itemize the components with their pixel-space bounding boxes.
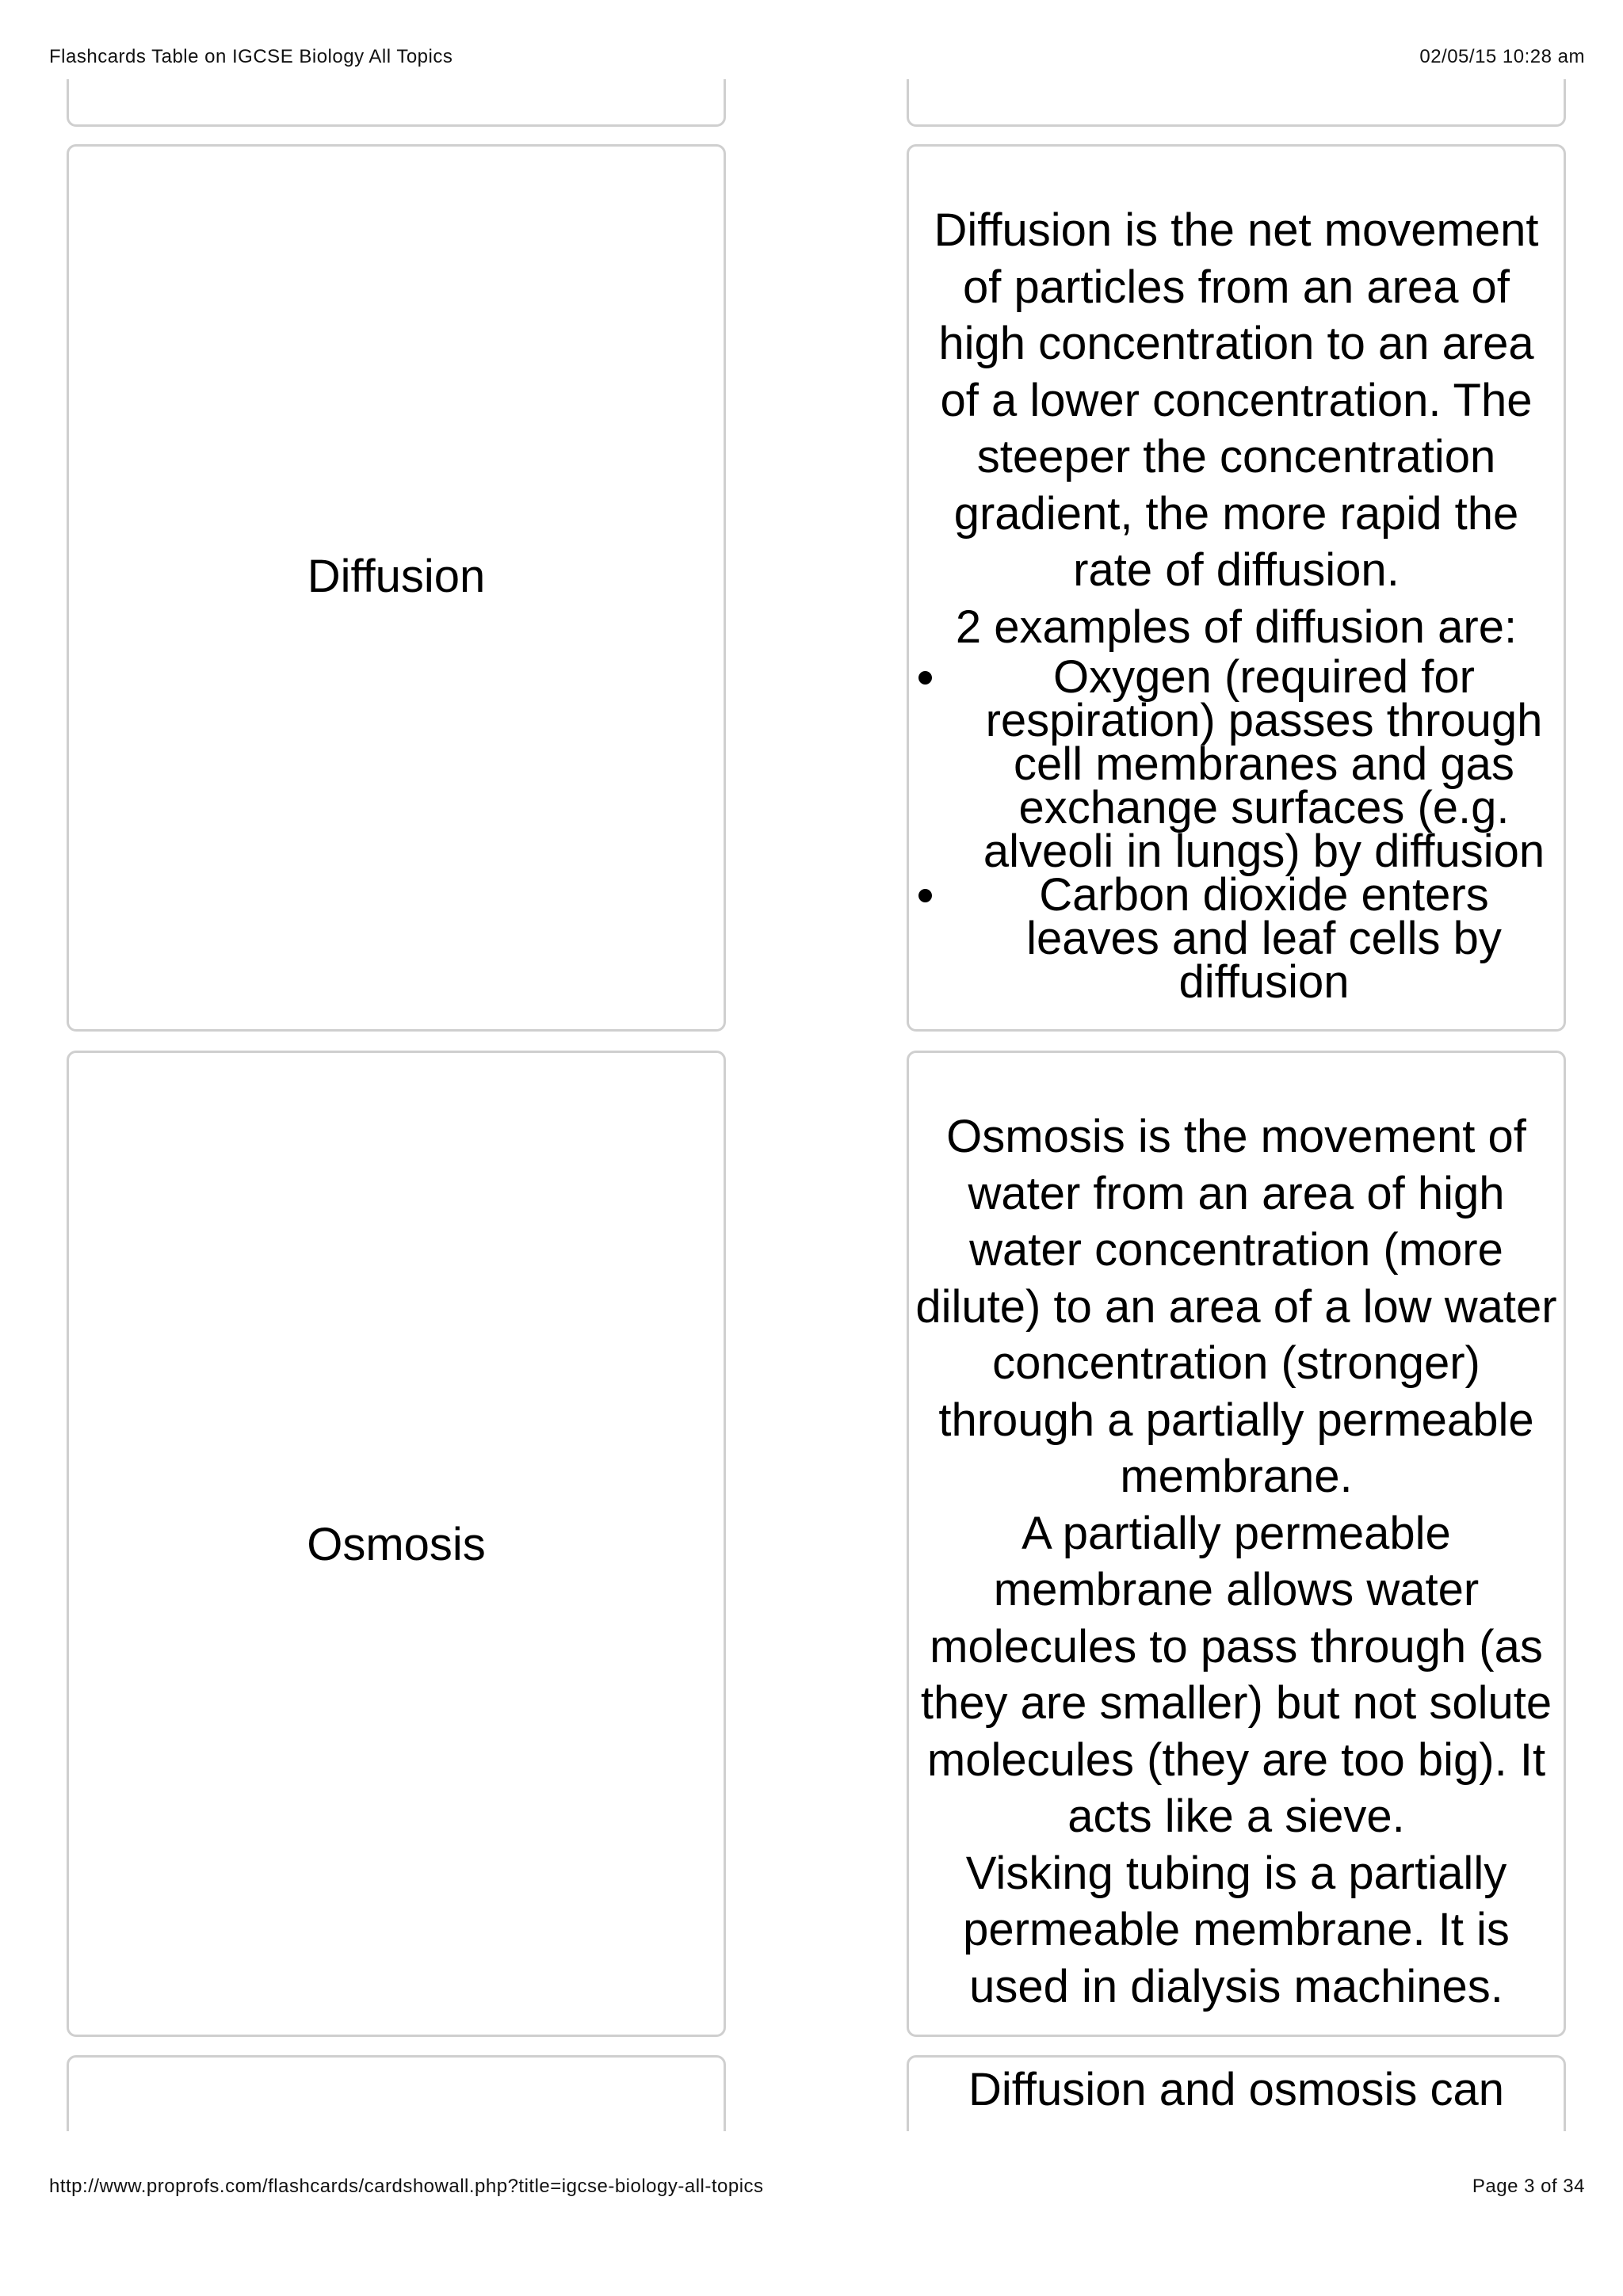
definition-paragraph: Diffusion and osmosis can bbox=[968, 2064, 1504, 2115]
bullet-icon bbox=[918, 889, 932, 902]
flashcard-term-osmosis bbox=[67, 1051, 726, 2037]
definition-paragraph: Osmosis is the movement of water from an area of high water concentration (more dilute) to an area of a low water concentration (stronger) through a partially permeable membrane. bbox=[915, 1111, 1557, 1502]
examples-list bbox=[915, 651, 1557, 1008]
list-item bbox=[915, 651, 1557, 877]
document-title: Flashcards Table on IGCSE Biology All Topics bbox=[49, 46, 453, 67]
flashcard-term-previous bbox=[67, 79, 726, 127]
flashcard-definition-next bbox=[907, 2055, 1566, 2131]
flashcard-term-diffusion bbox=[67, 144, 726, 1032]
definition-paragraph: 2 examples of diffusion are: bbox=[955, 601, 1518, 653]
term-text: Osmosis bbox=[307, 1519, 486, 1570]
definition-text bbox=[915, 2061, 1557, 2119]
definition-text bbox=[915, 1108, 1557, 2015]
flashcard-table bbox=[0, 79, 1623, 2131]
list-item bbox=[915, 869, 1557, 1008]
term-text: Diffusion bbox=[307, 551, 486, 602]
list-item-text: Carbon dioxide enters leaves and leaf cells by diffusion bbox=[1026, 869, 1502, 1008]
definition-paragraph: Diffusion is the net movement of particles from an area of high concentration to an area of a lower concentration. The steeper the concentration gradient, the more rapid the rate of diffusion. bbox=[934, 204, 1539, 596]
print-datetime: 02/05/15 10:28 am bbox=[1419, 46, 1585, 67]
flashcard-definition-previous bbox=[907, 79, 1566, 127]
source-url: http://www.proprofs.com/flashcards/cardshowall.php?title=igcse-biology-all-topics bbox=[49, 2176, 764, 2197]
flashcard-definition-osmosis bbox=[907, 1051, 1566, 2037]
bullet-icon bbox=[918, 671, 932, 685]
flashcard-term-next bbox=[67, 2055, 726, 2131]
definition-paragraph: Visking tubing is a partially permeable membrane. It is used in dialysis machines. bbox=[963, 1847, 1510, 2012]
list-item-text: Oxygen (required for respiration) passes through cell membranes and gas exchange surfaces (e.g. alveoli in lungs) by diffusion bbox=[983, 651, 1545, 877]
definition-text bbox=[915, 202, 1557, 1008]
definition-paragraph: A partially permeable membrane allows water molecules to pass through (as they are smaller) but not solute molecules (they are too big). It acts like a sieve. bbox=[920, 1507, 1552, 1842]
page-number: Page 3 of 34 bbox=[1472, 2176, 1585, 2197]
flashcard-definition-diffusion bbox=[907, 144, 1566, 1032]
